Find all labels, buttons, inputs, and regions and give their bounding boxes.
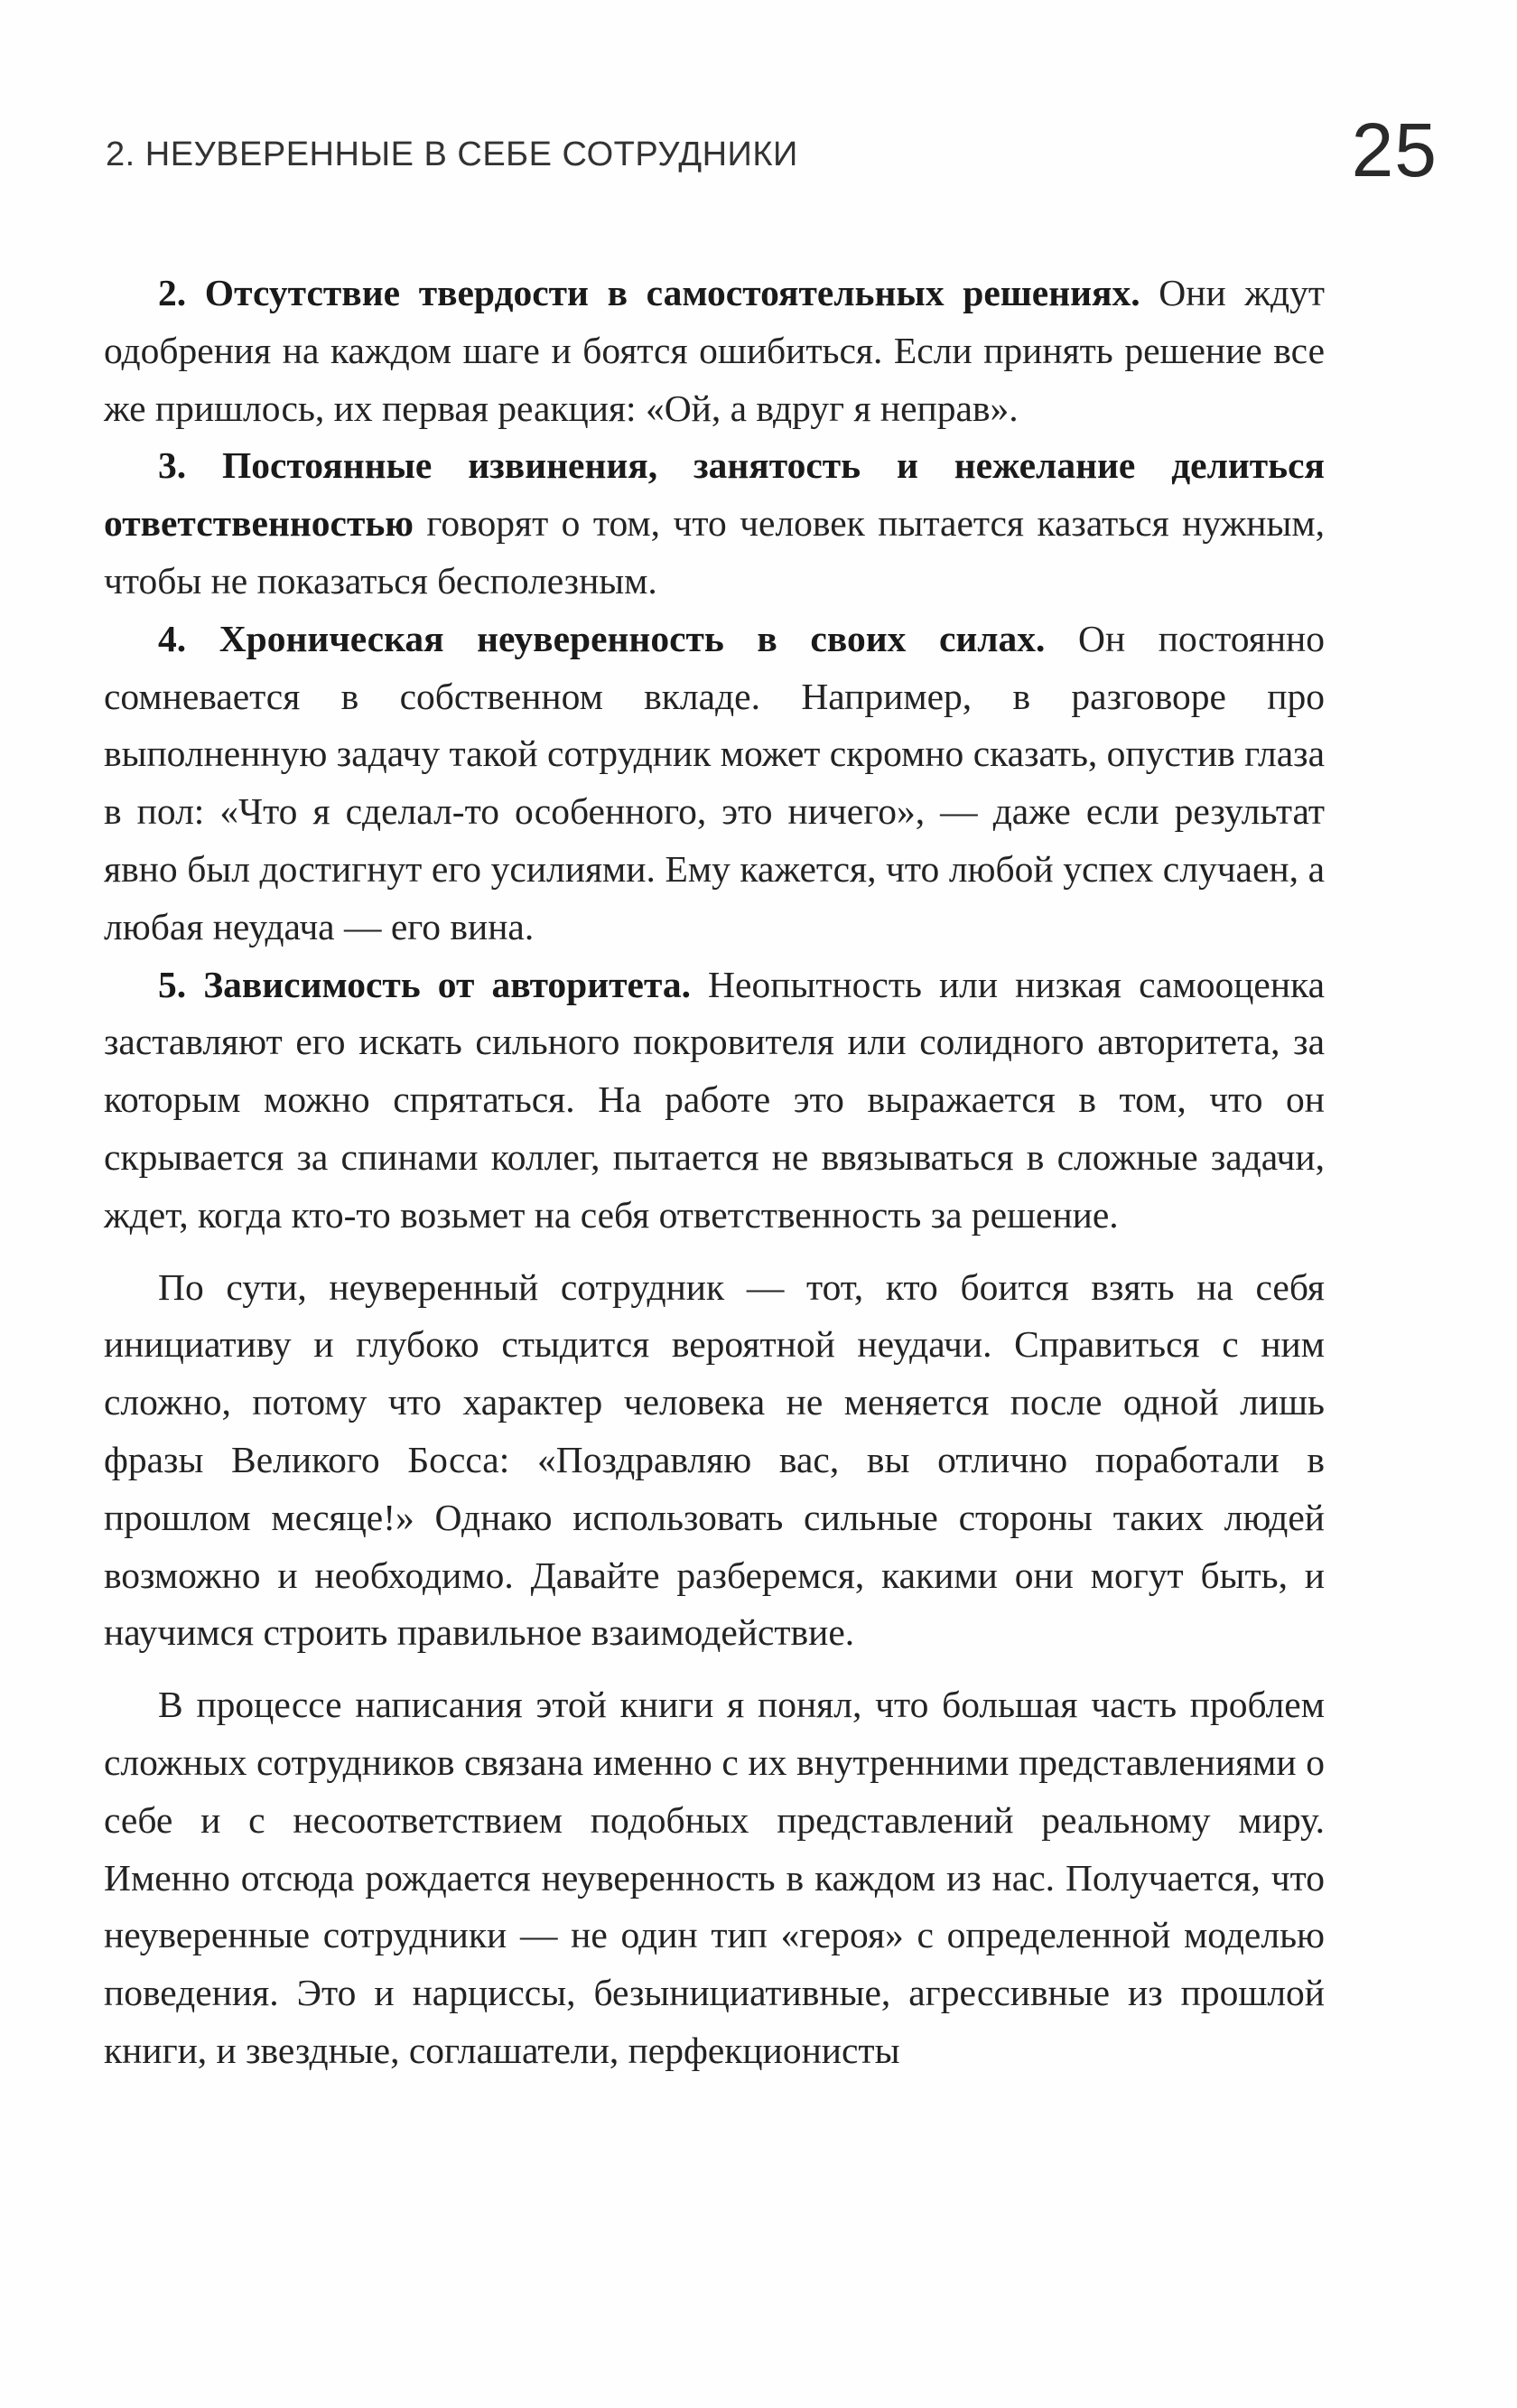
paragraph-text: говорят о том, что человек пытается казаться нужным, чтобы не показаться бесполезным.: [104, 502, 1325, 602]
body-text: [104, 265, 1325, 2080]
paragraph-text: Неопытность или низкая самооценка заставляют его искать сильного покровителя или солидного авторитета, за которым можно спрятаться. На работе это выражается в том, что он скрывается за спинами коллег, пытается не ввязываться в сложные задачи, ждет, когда кто-то возьмет на себя ответственность за решение.: [104, 963, 1325, 1236]
paragraph-lead: 4. Хроническая неуверенность в своих силах.: [158, 617, 1046, 659]
paragraph: По сути, неуверенный сотрудник — тот, кто боится взять на себя инициативу и глубоко стыдится вероятной неудачи. Справиться с ним сложно, потому что характер человека не меняется после одной лишь фразы Великого Босса: «Поздравляю вас, вы отлично поработали в прошлом месяце!» Однако использовать сильные стороны таких людей возможно и необходимо. Давайте разберемся, какими они могут быть, и научимся строить правильное взаимодействие.: [104, 1265, 1325, 1654]
paragraph: [104, 611, 1325, 957]
paragraph-lead: 5. Зависимость от авторитета.: [158, 963, 691, 1005]
paragraph: В процессе написания этой книги я понял, что большая часть проблем сложных сотрудников связана именно с их внутренними представлениями о себе и с несоответствием подобных представлений реальному миру. Именно отсюда рождается неуверенность в каждом из нас. Получается, что неуверенные сотрудники — не один тип «героя» с определенной моделью поведения. Это и нарциссы, безынициативные, агрессивные из прошлой книги, и звездные, соглашатели, перфекционисты: [104, 1684, 1325, 2071]
paragraph: [104, 437, 1325, 610]
paragraph-lead: 2. Отсутствие твердости в самостоятельных решениях.: [158, 272, 1140, 313]
running-head: 2. НЕУВЕРЕННЫЕ В СЕБЕ СОТРУДНИКИ: [106, 135, 798, 173]
paragraph-lead: 3. Постоянные извинения, занятость и нежелание делиться ответственностью: [104, 444, 1325, 545]
paragraph: [104, 957, 1325, 1245]
paragraph: [104, 265, 1325, 437]
page-number: 25: [1351, 107, 1438, 192]
paragraph-text: Он постоянно сомневается в собственном вкладе. Например, в разговоре про выполненную задачу такой сотрудник может скромно сказать, опустив глаза в пол: «Что я сделал-то особенного, это ничего», — даже если результат явно был достигнут его усилиями. Ему кажется, что любой успех случаен, а любая неудача — его вина.: [104, 617, 1325, 947]
paragraph-text: Они ждут одобрения на каждом шаге и боятся ошибиться. Если принять решение все же пришлось, их первая реакция: «Ой, а вдруг я неправ».: [104, 272, 1326, 429]
